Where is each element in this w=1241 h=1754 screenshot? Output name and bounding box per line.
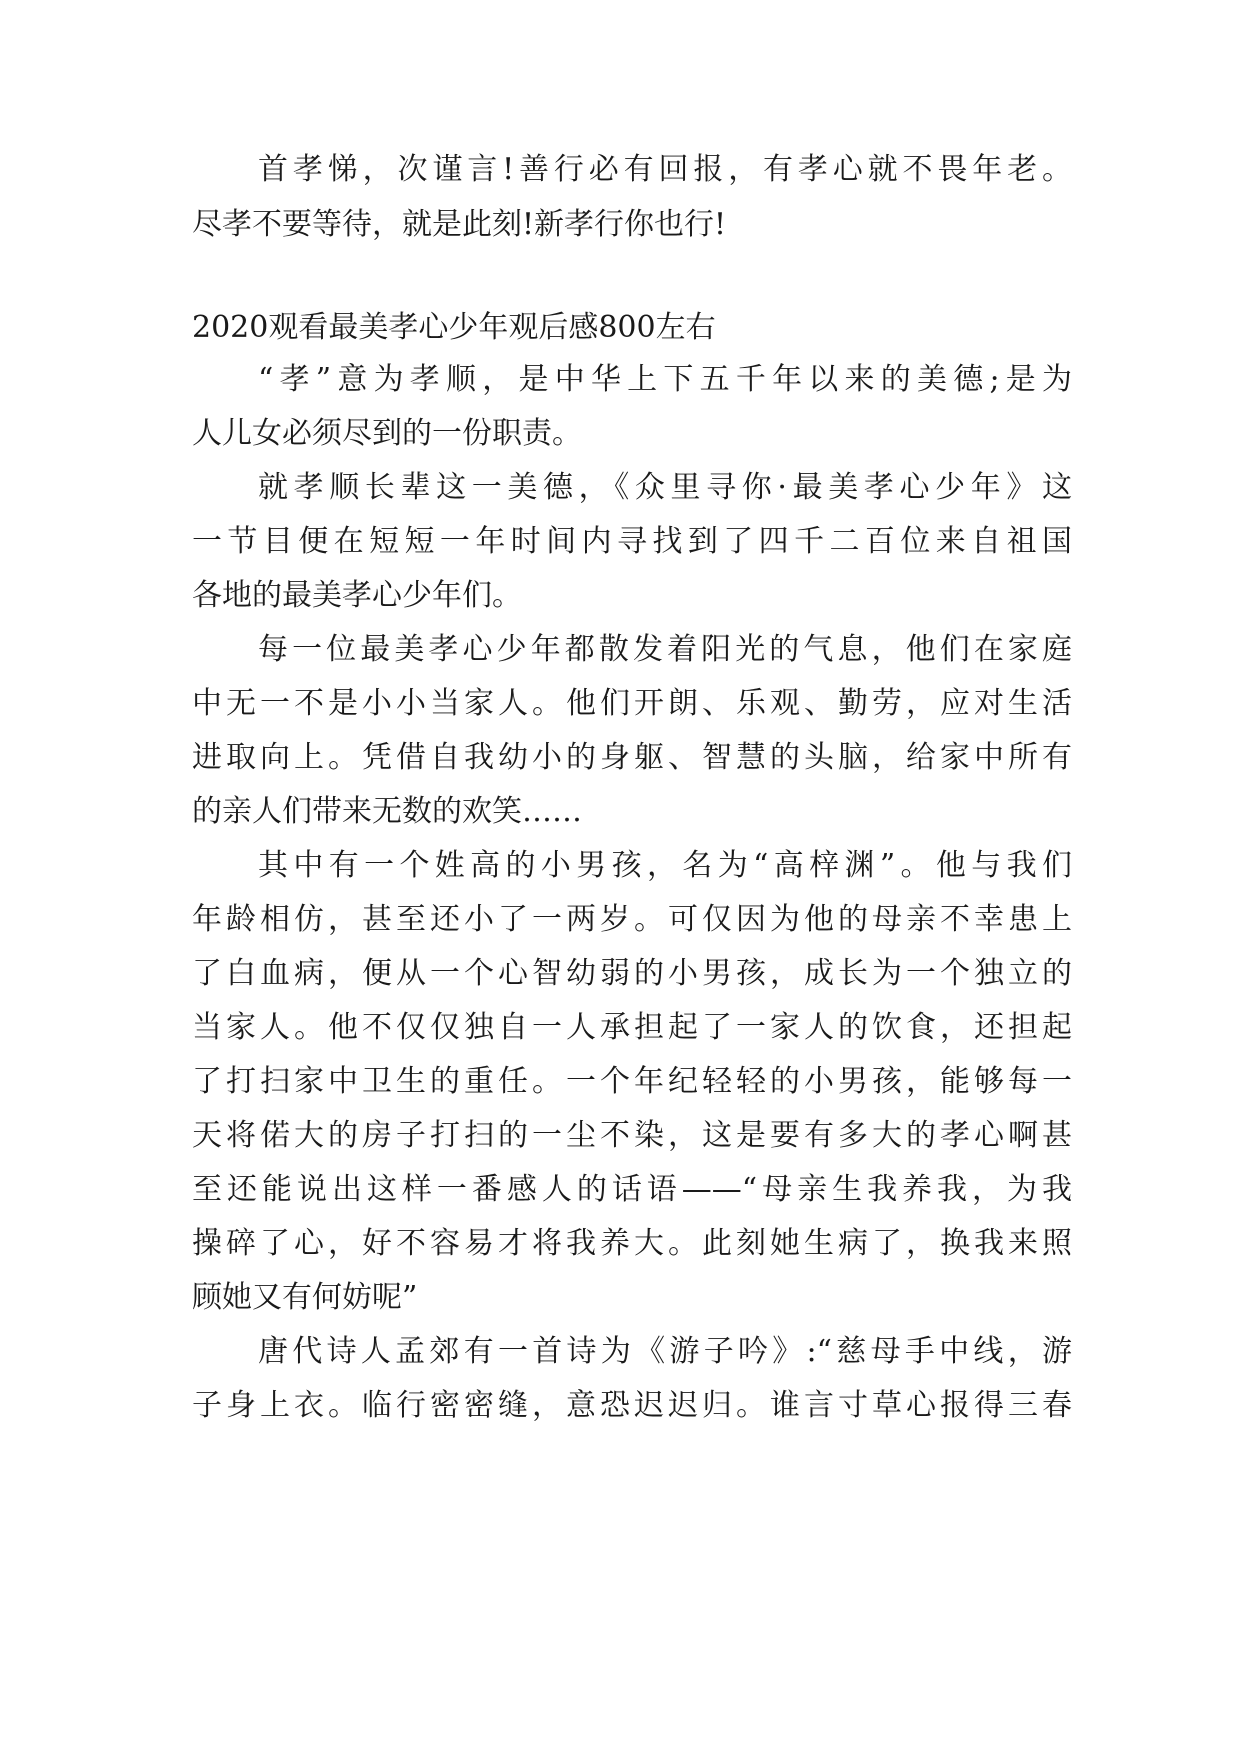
paragraph-xiao-line-1: “孝”意为孝顺，是中华上下五千年以来的美德;是为 — [258, 362, 1072, 397]
paragraph-gao-line-4: 当家人。他不仅仅独自一人承担起了一家人的饮食，还担起 — [192, 1010, 1072, 1045]
paragraph-program-line-3: 各地的最美孝心少年们。 — [192, 578, 522, 613]
paragraph-xiao-line-2: 人儿女必须尽到的一份职责。 — [192, 416, 582, 451]
paragraph-filial-line-2: 尽孝不要等待，就是此刻!新孝行你也行! — [192, 207, 727, 242]
paragraph-gao-line-3: 了白血病，便从一个心智幼弱的小男孩，成长为一个独立的 — [192, 956, 1072, 991]
paragraph-youth-line-2: 中无一不是小小当家人。他们开朗、乐观、勤劳，应对生活 — [192, 686, 1072, 721]
paragraph-gao-line-7: 至还能说出这样一番感人的话语——“母亲生我养我，为我 — [192, 1172, 1072, 1207]
paragraph-poem-line-1: 唐代诗人孟郊有一首诗为《游子吟》:“慈母手中线，游 — [258, 1334, 1072, 1369]
paragraph-program-line-1: 就孝顺长辈这一美德，《众里寻你·最美孝心少年》这 — [258, 470, 1072, 505]
paragraph-youth-line-1: 每一位最美孝心少年都散发着阳光的气息，他们在家庭 — [258, 632, 1072, 667]
paragraph-gao-line-9: 顾她又有何妨呢” — [192, 1280, 418, 1315]
paragraph-gao-line-2: 年龄相仿，甚至还小了一两岁。可仅因为他的母亲不幸患上 — [192, 902, 1072, 937]
paragraph-youth-line-4: 的亲人们带来无数的欢笑…… — [192, 794, 582, 829]
paragraph-program-line-2: 一节目便在短短一年时间内寻找到了四千二百位来自祖国 — [192, 524, 1072, 559]
paragraph-gao-line-1: 其中有一个姓高的小男孩，名为“高梓渊”。他与我们 — [258, 848, 1072, 883]
paragraph-filial-line-1: 首孝悌，次谨言!善行必有回报，有孝心就不畏年老。 — [258, 152, 1072, 187]
paragraph-gao-line-5: 了打扫家中卫生的重任。一个年纪轻轻的小男孩，能够每一 — [192, 1064, 1072, 1099]
paragraph-youth-line-3: 进取向上。凭借自我幼小的身躯、智慧的头脑，给家中所有 — [192, 740, 1072, 775]
paragraph-poem-line-2: 子身上衣。临行密密缝，意恐迟迟归。谁言寸草心报得三春 — [192, 1388, 1072, 1423]
paragraph-gao-line-8: 操碎了心，好不容易才将我养大。此刻她生病了，换我来照 — [192, 1226, 1072, 1261]
paragraph-gao-line-6: 天将偌大的房子打扫的一尘不染，这是要有多大的孝心啊甚 — [192, 1118, 1072, 1153]
section-heading: 2020观看最美孝心少年观后感800左右 — [192, 310, 716, 345]
